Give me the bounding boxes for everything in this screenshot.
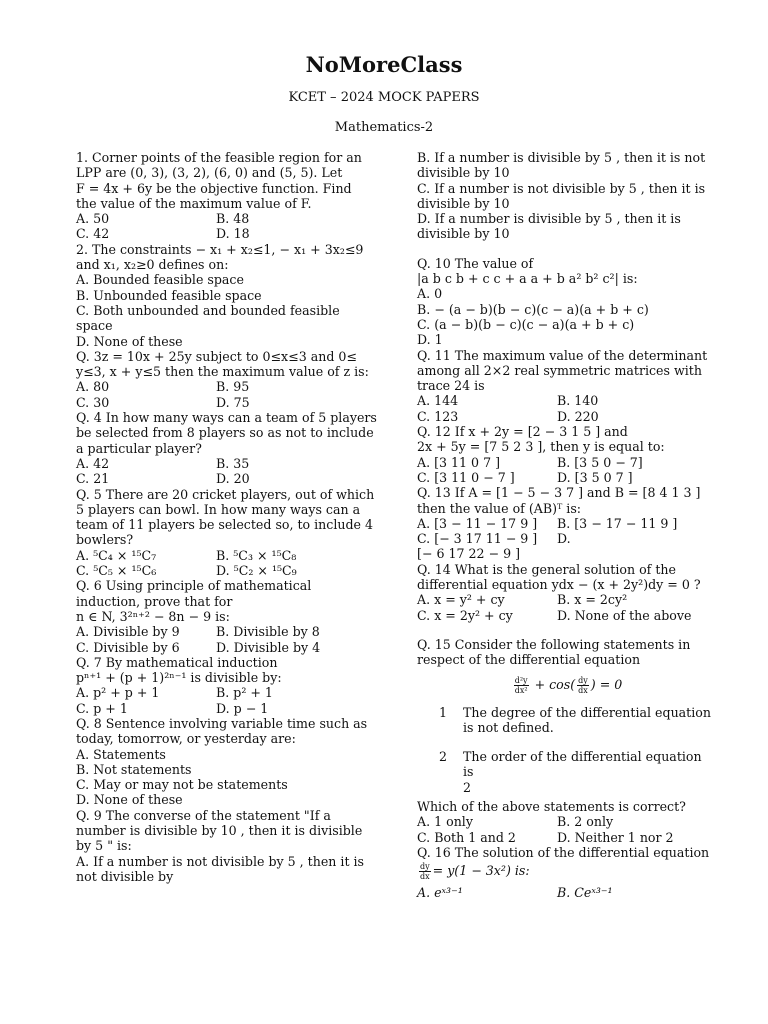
text-line: Q. 6 Using principle of mathematical	[76, 578, 312, 594]
option-row	[76, 701, 376, 716]
text-line: C. Both unbounded and bounded feasible	[76, 302, 340, 318]
text-line: D. If a number is divisible by 5 , then it is	[417, 211, 681, 227]
text-line: 5 players can bowl. In how many ways can a	[76, 501, 361, 517]
text-line: differential equation ydx − (x + 2y²)dy = 0 ?	[417, 577, 701, 593]
second-derivative-fraction: $\frac{\text{d²y}}{\text{dx²}}$	[514, 675, 528, 695]
option-text: D. 20	[216, 471, 250, 487]
text-line: Q. 4 In how many ways can a team of 5 players	[76, 410, 377, 426]
text-line: Q. 3z = 10x + 25y subject to 0≤x≤3 and 0≤	[76, 348, 357, 364]
text-line: C. May or may not be statements	[76, 777, 288, 793]
option-text: D. ⁵C₂ × ¹⁵C₉	[216, 563, 297, 579]
option-text: A. 80	[76, 379, 110, 395]
option-row	[417, 455, 717, 470]
option-row	[76, 685, 376, 700]
text-line: F = 4x + 6y be the objective function. Find	[76, 180, 352, 196]
option-text: D. Divisible by 4	[216, 639, 321, 655]
q15-options-row-1: A. 1 only B. 2 only	[417, 814, 614, 830]
text-line: Q. 12 If x + 2y = [2 − 3 1 5 ] and	[417, 424, 628, 440]
option-row	[417, 531, 717, 546]
q15-options-row-2: C. Both 1 and 2 D. Neither 1 nor 2	[417, 829, 674, 845]
statement-2: 2 The order of the differential equation is 2	[439, 749, 702, 795]
q16-line: Q. 16 The solution of the differential equation	[417, 844, 710, 860]
option-row	[417, 516, 717, 531]
option-text: A. 42	[76, 455, 110, 471]
option-text: D. 220	[557, 408, 599, 424]
option-text: A. [3 − 11 − 17 9 ]	[417, 515, 538, 531]
question-16	[417, 845, 717, 901]
option-text: C. [3 11 0 − 7 ]	[417, 469, 515, 485]
text-line: divisible by 10	[417, 195, 510, 211]
text-line: B. Not statements	[76, 761, 192, 777]
option-row	[76, 226, 376, 241]
option-text: B. ⁵C₃ × ¹⁵C₈	[216, 547, 297, 563]
text-line: A. Statements	[76, 746, 166, 762]
text-line: C. (a − b)(b − c)(c − a)(a + b + c)	[417, 316, 635, 332]
q15-line-1: Q. 15 Consider the following statements in	[417, 636, 691, 652]
option-row	[76, 563, 376, 578]
text-line: divisible by 10	[417, 165, 510, 181]
option-text: B. 48	[216, 211, 250, 227]
text-line: |a b c b + c c + a a + b a² b² c²| is:	[417, 271, 638, 287]
text-line: D. 1	[417, 332, 443, 348]
text-line: B. If a number is divisible by 5 , then it is not	[417, 150, 706, 165]
text-line: today, tomorrow, or yesterday are:	[76, 731, 296, 747]
option-row	[76, 471, 376, 486]
option-text: C. 30	[76, 394, 110, 410]
text-line: number is divisible by 10 , then it is divisible	[76, 823, 363, 839]
subject-heading: Mathematics-2	[334, 120, 434, 135]
text-line: bowlers?	[76, 532, 134, 548]
option-text: B. p² + 1	[216, 685, 273, 701]
option-text: D.	[557, 531, 571, 547]
text-line: induction, prove that for	[76, 593, 233, 609]
text-line: 2. The constraints − x₁ + x₂≤1, − x₁ + 3x₂≤9	[76, 241, 364, 257]
option-text: A. 144	[417, 393, 459, 409]
page-subtitle: KCET – 2024 MOCK PAPERS	[288, 90, 480, 105]
option-text: D. None of the above	[557, 607, 692, 623]
text-line: be selected from 8 players so as not to include	[76, 425, 374, 441]
statement-1: 1 The degree of the differential equation is not defined.	[439, 704, 711, 735]
text-line: team of 11 players be selected so, to include 4	[76, 517, 373, 533]
option-text: B. Divisible by 8	[216, 624, 320, 640]
text-line: A. Bounded feasible space	[76, 272, 244, 288]
option-row	[76, 379, 376, 394]
q15-question: Which of the above statements is correct?	[417, 798, 686, 814]
text-line: divisible by 10	[417, 226, 510, 242]
text-line: A. If a number is not divisible by 5 , then it is	[76, 853, 364, 869]
text-line: [− 6 17 22 − 9 ]	[417, 546, 521, 562]
q15-equation: $\frac{\text{d²y}}{\text{dx²}}$ + cos( $\frac{dy}{dx}$ ) = 0	[514, 675, 623, 695]
option-text: D. 75	[216, 394, 250, 410]
option-text: B. x = 2cy²	[557, 592, 628, 608]
left-column	[76, 150, 376, 884]
text-line: y≤3, x + y≤5 then the maximum value of z is:	[76, 364, 369, 380]
option-text: C. Divisible by 6	[76, 639, 180, 655]
option-row	[76, 640, 376, 655]
option-row	[417, 393, 717, 408]
option-row	[76, 395, 376, 410]
option-text: A. ⁵C₄ × ¹⁵C₇	[76, 547, 157, 563]
option-text: A. [3 11 0 7 ]	[417, 454, 501, 470]
option-text: B. [3 5 0 − 7]	[557, 454, 643, 470]
option-text: C. [− 3 17 11 − 9 ]	[417, 531, 538, 547]
q15-line-2: respect of the differential equation	[417, 652, 641, 668]
text-line: among all 2×2 real symmetric matrices with	[417, 362, 702, 378]
option-text: B. 35	[216, 455, 250, 471]
text-line: Q. 14 What is the general solution of the	[417, 561, 676, 577]
option-text: C. x = 2y² + cy	[417, 607, 513, 623]
text-line: Q. 7 By mathematical induction	[76, 654, 278, 670]
first-derivative-fraction: $\frac{dy}{dx}$	[578, 675, 588, 695]
option-text: C. ⁵C₅ × ¹⁵C₆	[76, 563, 157, 579]
text-line: LPP are (0, 3), (3, 2), (6, 0) and (5, 5). Let	[76, 165, 343, 181]
text-line: D. None of these	[76, 792, 183, 808]
text-line: pⁿ⁺¹ + (p + 1)²ⁿ⁻¹ is divisible by:	[76, 670, 282, 686]
option-text: D. p − 1	[216, 700, 269, 716]
option-text: A. Divisible by 9	[76, 624, 180, 640]
option-text: B. [3 − 17 − 11 9 ]	[557, 515, 678, 531]
text-line: Q. 8 Sentence involving variable time such as	[76, 715, 368, 731]
option-text: B. 95	[216, 379, 250, 395]
text-line: Q. 9 The converse of the statement "If a	[76, 807, 331, 823]
text-line: Q. 5 There are 20 cricket players, out of which	[76, 486, 375, 502]
option-row	[417, 409, 717, 424]
text-line: B. − (a − b)(b − c)(c − a)(a + b + c)	[417, 301, 649, 317]
text-line: by 5 " is:	[76, 838, 132, 854]
option-text: A. 50	[76, 211, 110, 227]
option-row	[76, 624, 376, 639]
option-text: D. [3 5 0 7 ]	[557, 469, 633, 485]
right-column	[417, 150, 717, 900]
option-text: C. p + 1	[76, 700, 128, 716]
text-line: a particular player?	[76, 440, 202, 456]
option-text: C. 123	[417, 408, 459, 424]
option-text: A. x = y² + cy	[417, 592, 505, 608]
text-line: 1. Corner points of the feasible region for an	[76, 150, 362, 165]
q16-equation: $\frac{dy}{dx}$ = y(1 − 3x²) is:	[420, 862, 530, 882]
text-line: B. Unbounded feasible space	[76, 287, 262, 303]
option-text: A. p² + p + 1	[76, 685, 160, 701]
text-line: Q. 13 If A = [1 − 5 − 3 7 ] and B = [8 4 1 3 ]	[417, 485, 701, 501]
text-line: A. 0	[417, 286, 443, 302]
text-line: the value of the maximum value of F.	[76, 195, 312, 211]
option-row	[76, 456, 376, 471]
option-text: C. 42	[76, 226, 110, 242]
text-line: C. If a number is not divisible by 5 , then it is	[417, 180, 706, 196]
text-line: trace 24 is	[417, 378, 485, 394]
text-line: and x₁, x₂≥0 defines on:	[76, 257, 229, 273]
option-row	[76, 548, 376, 563]
spacer	[417, 739, 717, 745]
option-row	[76, 211, 376, 226]
page-title: NoMoreClass	[305, 52, 463, 77]
option-row	[417, 470, 717, 485]
dy-dx-fraction: $\frac{dy}{dx}$	[420, 862, 430, 882]
text-line: n ∈ N, 3²ⁿ⁺² − 8n − 9 is:	[76, 608, 230, 624]
text-line: Q. 10 The value of	[417, 255, 534, 271]
text-line: space	[76, 318, 113, 334]
text-line: then the value of (AB)ᵀ is:	[417, 500, 582, 516]
text-line: not divisible by	[76, 868, 174, 884]
spacer	[417, 623, 717, 637]
text-line: Q. 11 The maximum value of the determinant	[417, 347, 708, 363]
text-line: 2x + 5y = [7 5 2 3 ], then y is equal to:	[417, 439, 665, 455]
spacer	[417, 242, 717, 256]
option-text: C. 21	[76, 471, 110, 487]
q9-continued	[417, 150, 717, 242]
option-row	[417, 608, 717, 623]
q16-options: A. eˣ³⁻¹ B. Ceˣ³⁻¹	[417, 885, 613, 901]
text-line: D. None of these	[76, 333, 183, 349]
questions-10-14	[417, 256, 717, 623]
option-text: B. 140	[557, 393, 599, 409]
option-row	[417, 592, 717, 607]
question-15	[417, 637, 717, 845]
option-text: D. 18	[216, 226, 250, 242]
